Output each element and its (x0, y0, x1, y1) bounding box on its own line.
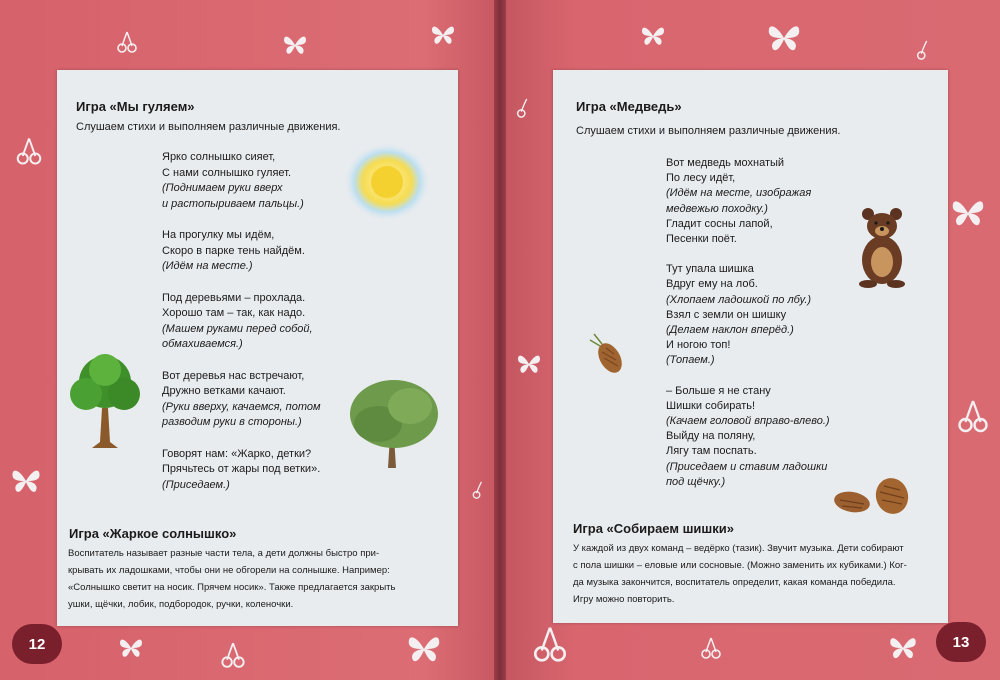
poem-we-walk (162, 150, 321, 509)
cherry-icon (14, 136, 44, 166)
poem-line: – Больше я не стану (666, 384, 771, 397)
poem-stanza (162, 150, 321, 212)
poem-action-line: (Делаем наклон вперёд.) (666, 324, 794, 337)
poem-action-line: (Приседаем и ставим ладошки (666, 460, 828, 473)
game-intro: Слушаем стихи и выполняем различные движения. (76, 121, 341, 133)
poem-line: С нами солнышко гуляет. (162, 166, 292, 179)
poem-line: Гладит сосны лапой, (666, 217, 773, 230)
poem-action-line: разводим руки в стороны.) (162, 416, 302, 428)
poem-action-line: и растопыриваем пальцы.) (162, 197, 304, 210)
butterfly-icon (430, 22, 456, 48)
poem-action-line: медвежью походку.) (666, 202, 768, 215)
poem-action-line: (Машем руками перед собой, (162, 322, 313, 335)
game-description (573, 540, 907, 608)
game-title-we-walk: Игра «Мы гуляем» (76, 99, 195, 114)
butterfly-icon (950, 196, 986, 230)
butterfly-icon (406, 632, 442, 666)
poem-line: Дружно ветками качают. (162, 385, 286, 397)
poem-action-line: (Поднимаем руки вверх (162, 182, 283, 194)
tree-icon (64, 350, 146, 450)
poem-line: Говорят нам: «Жарко, детки? (162, 447, 312, 460)
poem-line: Выйду на поляну, (666, 430, 756, 443)
cherry-icon (914, 36, 934, 64)
poem-line: Вдруг ему на лоб. (666, 278, 758, 291)
cherry-icon (532, 624, 568, 664)
poem-line: Песенки поёт. (666, 233, 737, 246)
poem-action-line: (Приседаем.) (162, 478, 230, 491)
poem-line: Под деревьями – прохлада. (162, 291, 306, 304)
poem-action-line: (Качаем головой вправо-влево.) (666, 415, 830, 428)
poem-action-line: (Идём на месте.) (162, 260, 253, 272)
description-line: с пола шишки – еловые или сосновые. (Можно заменить их кубиками.) Ког- (573, 560, 907, 571)
sun-icon (342, 140, 432, 224)
poem-action-line: (Хлопаем ладошкой по лбу.) (666, 293, 812, 306)
butterfly-icon (282, 34, 308, 56)
description-line: Игру можно повторить. (573, 594, 675, 605)
description-line: ушки, щёчки, лобик, подбородок, ручки, коленочки. (68, 599, 294, 610)
game-description (68, 545, 395, 613)
poem-line: Взял с земли он шишку (666, 308, 787, 321)
poem-line: Хорошо там – так, как надо. (162, 307, 306, 319)
butterfly-icon (10, 466, 42, 496)
poem-line: Вот деревья нас встречают, (162, 369, 305, 382)
poem-line: Лягу там поспать. (666, 445, 757, 458)
butterfly-icon (766, 22, 802, 54)
poem-action-line: под щёчку.) (666, 475, 726, 488)
butterfly-icon (640, 24, 666, 48)
game-title-collect-cones: Игра «Собираем шишки» (573, 521, 734, 536)
poem-line: На прогулку мы идём, (162, 229, 275, 241)
poem-action-line: (Идём на месте, изображая (666, 187, 812, 200)
cherry-icon (470, 478, 488, 502)
poem-line: Тут упала шишка (666, 263, 754, 276)
poem-line: Прячьтесь от жары под ветки». (162, 463, 321, 475)
description-line: «Солнышко светит на носик. Прячем носик». Также предлагается закрыть (68, 582, 396, 593)
poem-line: Шишки собирать! (666, 399, 756, 412)
description-line: да музыка закончится, воспитатель определит, какая команда победила. (573, 577, 896, 588)
cherry-icon (514, 94, 534, 122)
cherry-icon (700, 630, 722, 666)
poem-bear (666, 156, 830, 506)
poem-stanza (162, 228, 321, 275)
poem-stanza (162, 291, 321, 353)
poem-line: Ярко солнышко сияет, (162, 151, 276, 163)
game-intro: Слушаем стихи и выполняем различные движения. (576, 125, 841, 137)
poem-action-line: обмахиваемся.) (162, 338, 243, 350)
cherry-icon (116, 30, 138, 54)
butterfly-icon (888, 634, 918, 662)
poem-line: Скоро в парке тень найдём. (162, 244, 305, 257)
cherry-icon (956, 398, 990, 434)
game-title-bear: Игра «Медведь» (576, 99, 682, 114)
bear-icon (856, 204, 908, 288)
game-title-hot-sun: Игра «Жаркое солнышко» (69, 526, 237, 541)
description-line: крывать их ладошками, чтобы они не обгорели на солнышке. Например: (68, 565, 390, 576)
pine-cone-icon (830, 476, 914, 518)
page-number-right: 13 (936, 622, 986, 662)
description-line: У каждой из двух команд – ведёрко (тазик). Звучит музыка. Дети собирают (573, 543, 904, 554)
poem-stanza (666, 262, 830, 368)
pine-cone-icon (588, 330, 628, 376)
butterfly-icon (118, 636, 144, 660)
page-number-left: 12 (12, 624, 62, 664)
butterfly-icon (516, 352, 542, 376)
poem-stanza (666, 384, 830, 490)
poem-line: И ногою топ! (666, 339, 731, 352)
poem-stanza (162, 447, 321, 494)
poem-line: Вот медведь мохнатый (666, 157, 785, 169)
poem-line: По лесу идёт, (666, 172, 736, 185)
poem-action-line: (Топаем.) (666, 354, 715, 367)
poem-stanza (666, 156, 830, 247)
poem-stanza (162, 369, 321, 431)
poem-action-line: (Руки вверху, качаемся, потом (162, 400, 321, 413)
tree-icon (348, 376, 440, 474)
book-gutter (494, 0, 506, 680)
cherry-icon (220, 640, 246, 670)
description-line: Воспитатель называет разные части тела, а дети должны быстро при- (68, 548, 380, 559)
